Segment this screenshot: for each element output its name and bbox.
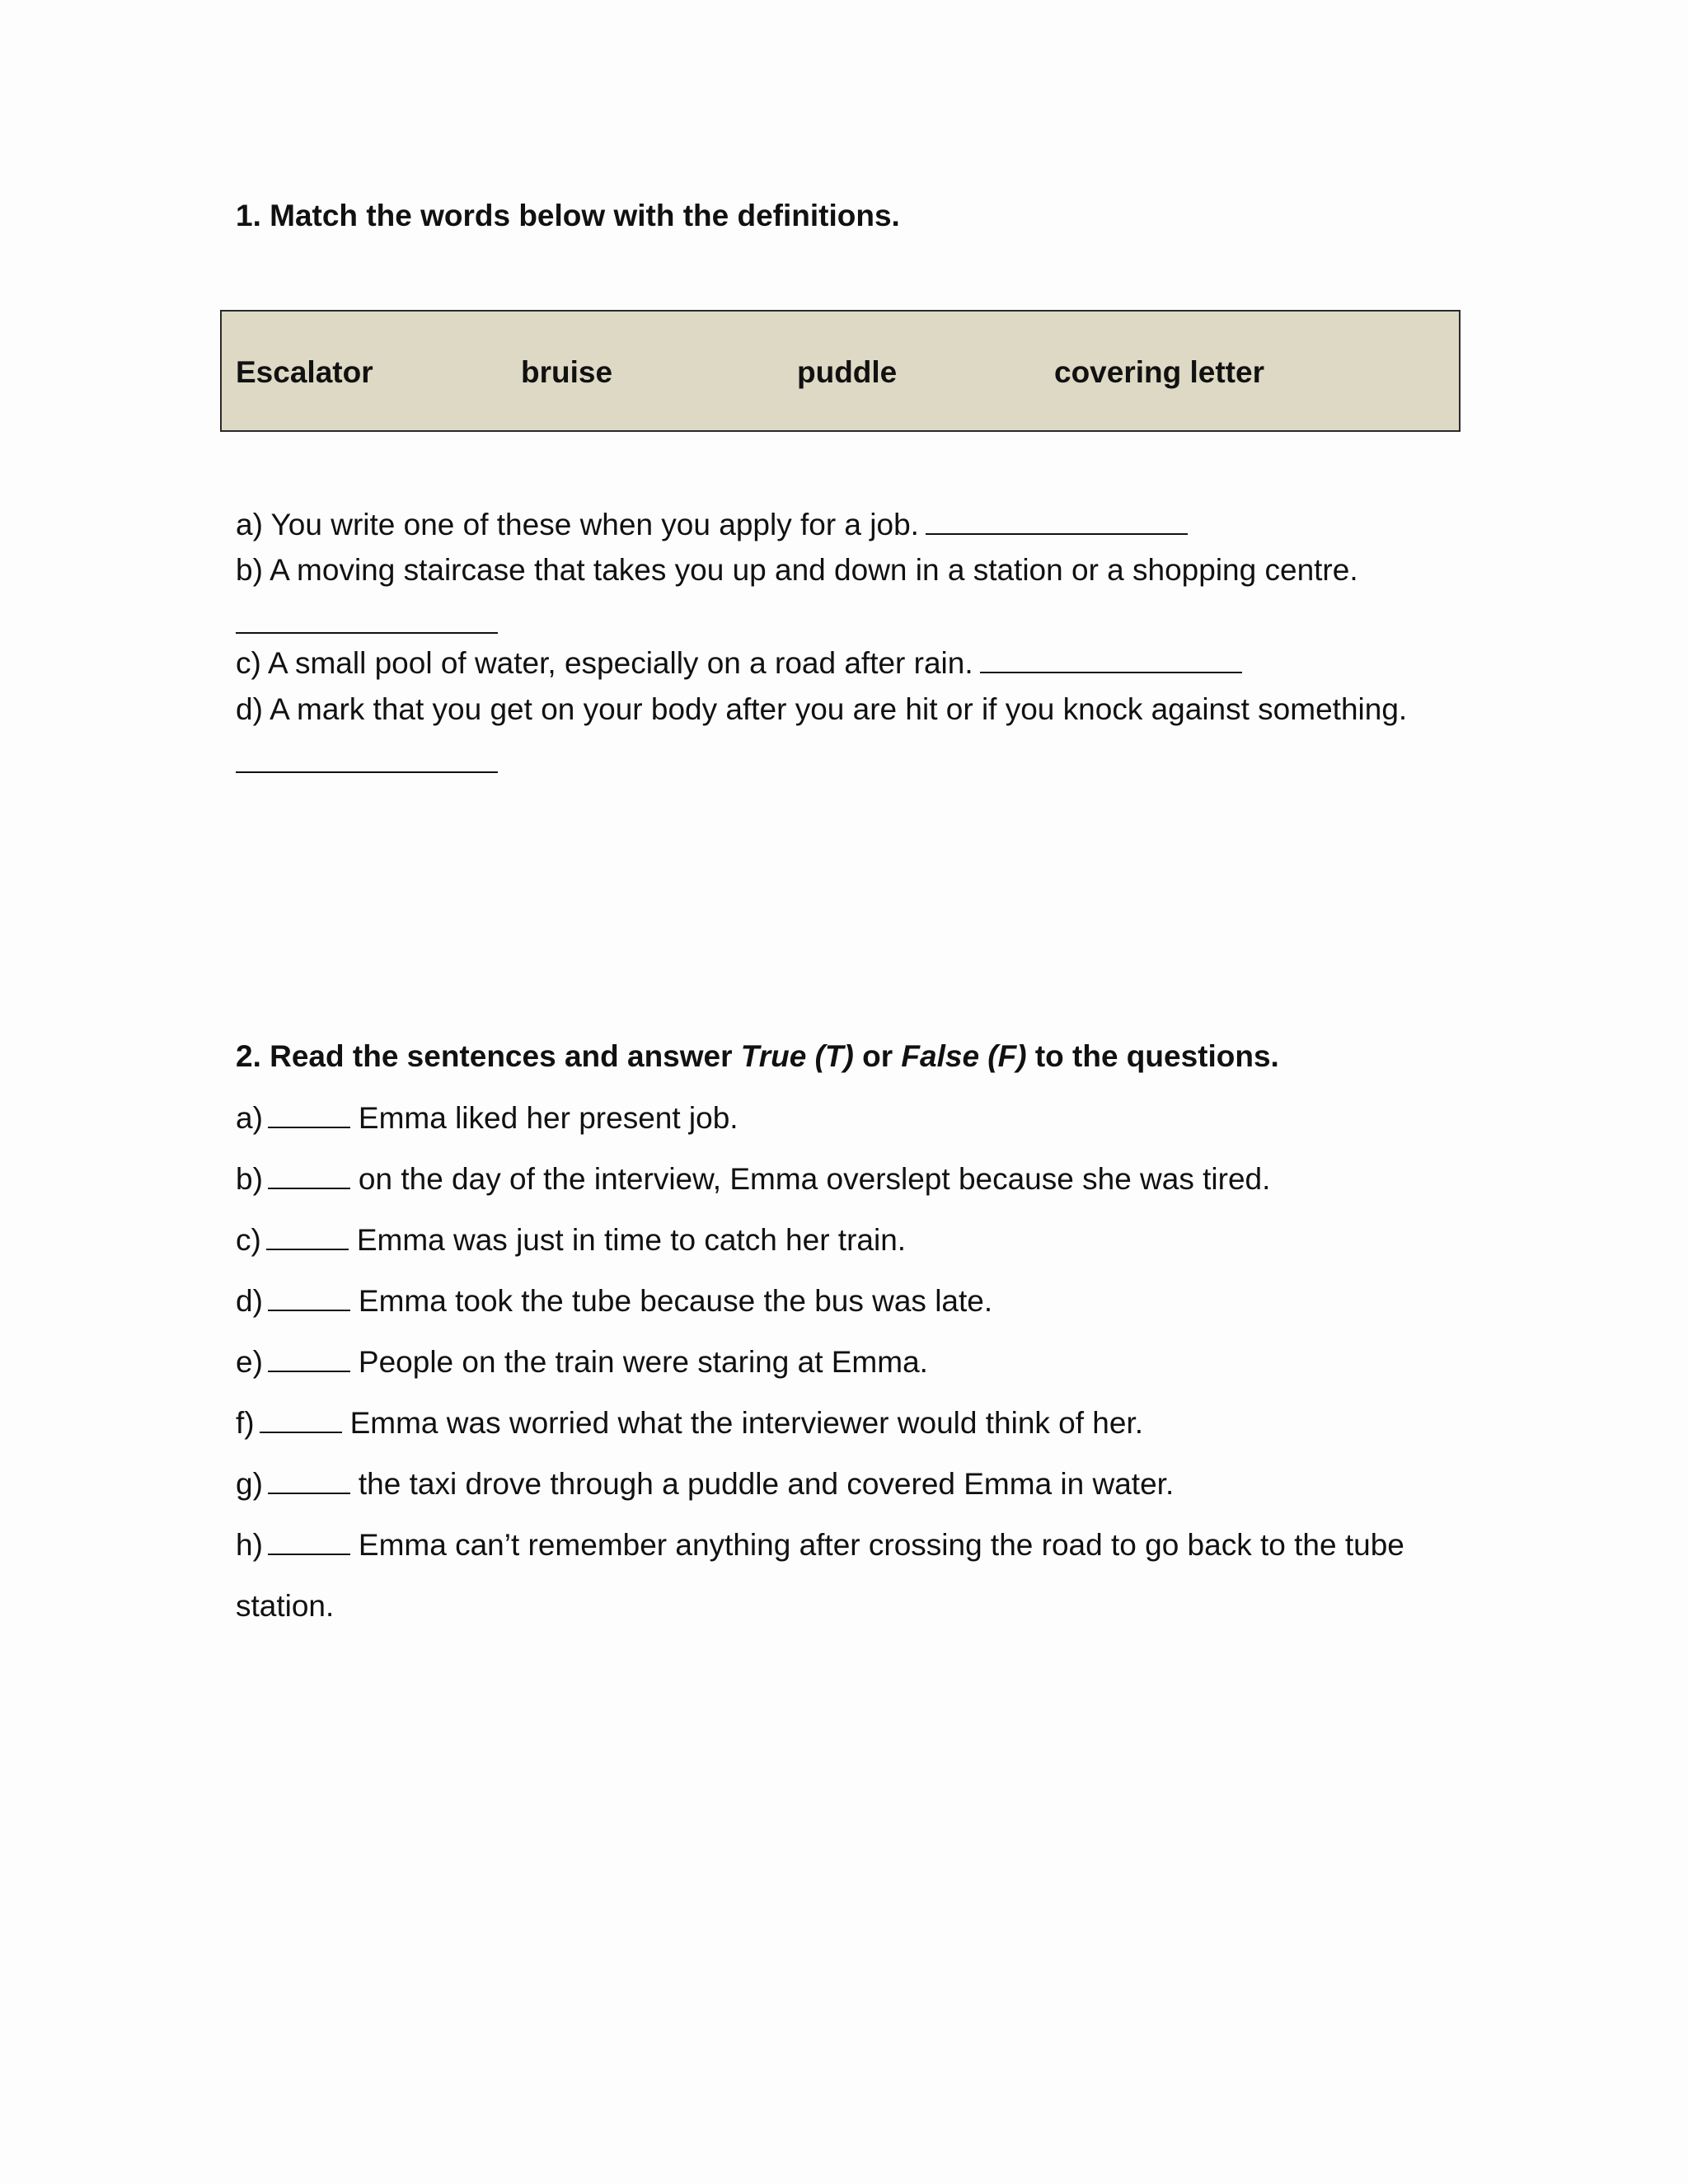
- definition-item: [236, 555, 1358, 585]
- heading-true-label: True (T): [740, 1039, 854, 1073]
- heading-false-label: False (F): [901, 1039, 1027, 1073]
- true-false-item: [236, 1408, 1143, 1438]
- section2-heading: [236, 1041, 1279, 1071]
- true-false-item: [236, 1164, 1270, 1194]
- answer-blank[interactable]: [268, 1309, 350, 1311]
- item-label: d): [236, 1284, 263, 1318]
- true-false-item: [236, 1103, 738, 1133]
- answer-blank[interactable]: [266, 1248, 349, 1250]
- true-false-item: [236, 1469, 1174, 1499]
- item-label: c): [236, 1223, 261, 1257]
- item-text: Emma was worried what the interviewer would think of her.: [349, 1406, 1144, 1440]
- item-label: g): [236, 1467, 263, 1501]
- item-label: b): [236, 1162, 263, 1196]
- item-text: Emma took the tube because the bus was late.: [358, 1284, 993, 1318]
- answer-blank[interactable]: [926, 532, 1188, 535]
- answer-blank[interactable]: [268, 1370, 350, 1372]
- item-text: Emma can’t remember anything after crossing the road to go back to the tube: [358, 1528, 1404, 1562]
- true-false-item: [236, 1225, 906, 1255]
- item-label: a): [236, 1101, 263, 1135]
- true-false-item: [236, 1286, 992, 1316]
- answer-blank[interactable]: [268, 1492, 350, 1494]
- item-text: Emma was just in time to catch her train.: [356, 1223, 907, 1257]
- section1-heading: 1. Match the words below with the definitions.: [236, 199, 900, 232]
- item-text: the taxi drove through a puddle and covered Emma in water.: [358, 1467, 1175, 1501]
- word-bank-item: bruise: [521, 355, 613, 389]
- item-text: Emma liked her present job.: [358, 1101, 738, 1135]
- word-bank-item: puddle: [797, 355, 898, 389]
- word-bank-item: covering letter: [1054, 355, 1264, 389]
- item-text: People on the train were staring at Emma.: [358, 1345, 928, 1379]
- answer-blank[interactable]: [268, 1126, 350, 1128]
- answer-blank[interactable]: [268, 1187, 350, 1189]
- definition-item: [236, 648, 1242, 678]
- answer-blank[interactable]: [980, 671, 1242, 673]
- item-text: on the day of the interview, Emma overslept because she was tired.: [358, 1162, 1271, 1196]
- item-continuation: station.: [236, 1589, 335, 1623]
- heading-text: 2. Read the sentences and answer: [236, 1039, 741, 1073]
- definition-text: a) You write one of these when you apply for a job.: [236, 508, 919, 541]
- word-bank-item: Escalator: [236, 355, 373, 389]
- definition-item: [236, 694, 1407, 724]
- true-false-item: [236, 1347, 928, 1377]
- answer-blank[interactable]: [236, 771, 498, 773]
- answer-blank[interactable]: [268, 1553, 350, 1555]
- definition-item: [236, 509, 1188, 540]
- word-bank-box: [220, 310, 1461, 432]
- definition-text: c) A small pool of water, especially on a road after rain.: [236, 646, 973, 680]
- heading-text: or: [853, 1039, 902, 1073]
- item-label: e): [236, 1345, 263, 1379]
- true-false-item: [236, 1530, 1404, 1560]
- heading-text: to the questions.: [1026, 1039, 1279, 1073]
- item-label: h): [236, 1528, 263, 1562]
- definition-text: b) A moving staircase that takes you up and down in a station or a shopping centre.: [236, 553, 1358, 587]
- definition-text: d) A mark that you get on your body after you are hit or if you knock against something.: [236, 692, 1408, 726]
- answer-blank[interactable]: [236, 632, 498, 634]
- item-label: f): [236, 1406, 255, 1440]
- answer-blank[interactable]: [260, 1431, 342, 1433]
